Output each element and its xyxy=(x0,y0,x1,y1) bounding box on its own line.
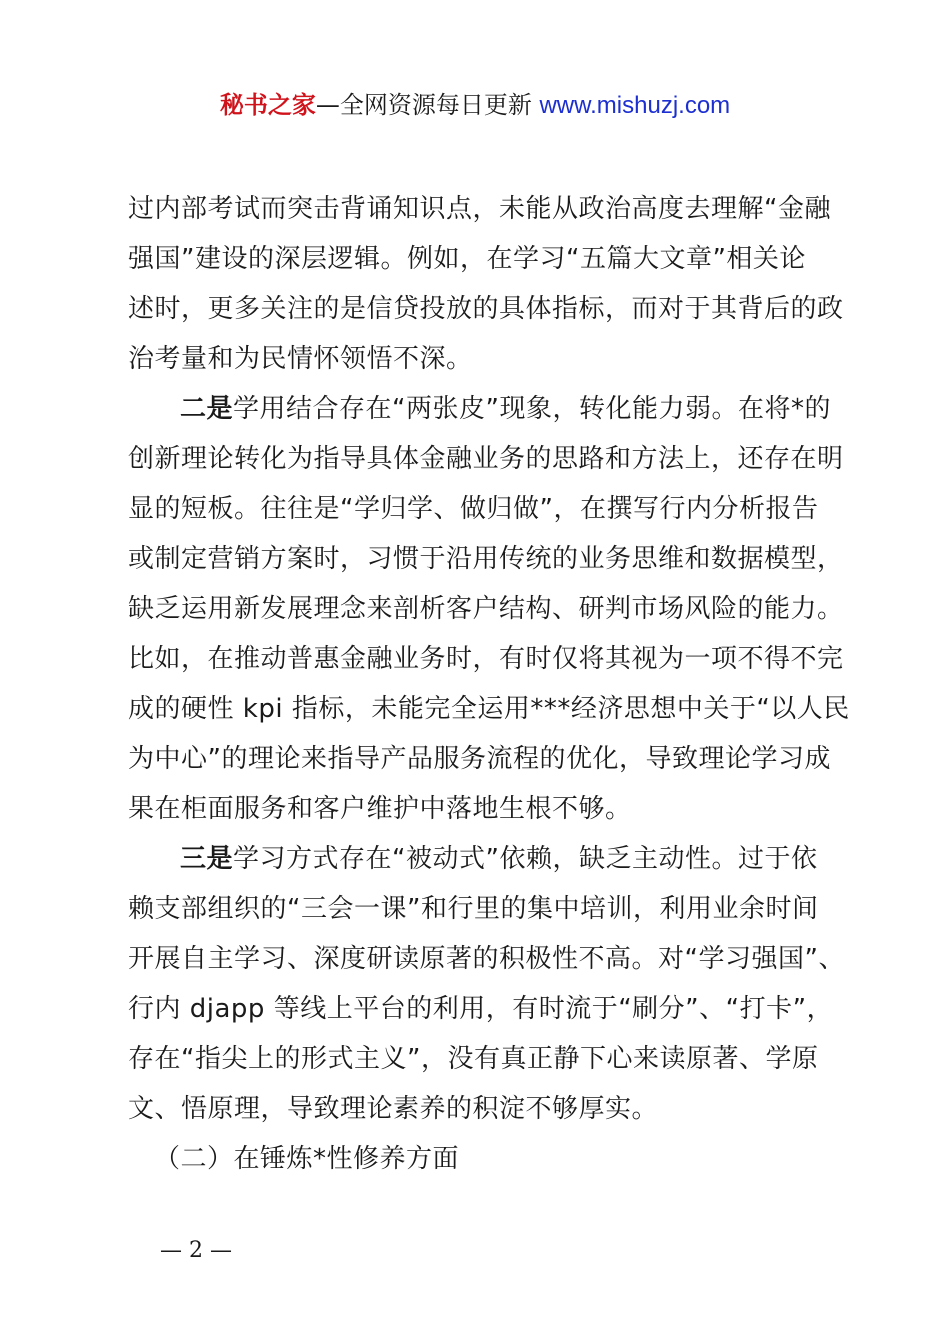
body-line: 述时，更多关注的是信贷投放的具体指标，而对于其背后的政 xyxy=(128,294,844,324)
document-body xyxy=(128,184,850,1184)
body-line-text: 学习方式存在“被动式”依赖，缺乏主动性。过于依 xyxy=(233,844,818,874)
paragraph-lead-two: 二是 xyxy=(180,394,234,424)
body-line: 存在“指尖上的形式主义”，没有真正静下心来读原著、学原 xyxy=(128,1044,819,1074)
section-heading: （二）在锤炼*性修养方面 xyxy=(154,1144,460,1174)
body-line: 过内部考试而突击背诵知识点，未能从政治高度去理解“金融 xyxy=(128,194,831,224)
paragraph-two-first-line xyxy=(128,384,838,434)
header-tagline: —全网资源每日更新 xyxy=(315,91,540,119)
body-line: 比如，在推动普惠金融业务时，有时仅将其视为一项不得不完 xyxy=(128,644,844,674)
body-line: 或制定营销方案时，习惯于沿用传统的业务思维和数据模型， xyxy=(128,544,844,574)
body-line: 强国”建设的深层逻辑。例如，在学习“五篇大文章”相关论 xyxy=(128,244,806,274)
body-line: 赖支部组织的“三会一课”和行里的集中培训，利用业余时间 xyxy=(128,894,819,924)
paragraph-three-first-line xyxy=(128,834,838,884)
brand-name: 秘书之家 xyxy=(219,91,316,119)
body-line: 文、悟原理，导致理论素养的积淀不够厚实。 xyxy=(128,1094,659,1124)
body-line: 行内 djapp 等线上平台的利用，有时流于“刷分”、“打卡”， xyxy=(128,994,834,1024)
paragraph-lead-three: 三是 xyxy=(180,844,234,874)
body-line: 缺乏运用新发展理念来剖析客户结构、研判市场风险的能力。 xyxy=(128,594,844,624)
body-line: 果在柜面服务和客户维护中落地生根不够。 xyxy=(128,794,632,824)
body-line: 成的硬性 kpi 指标，未能完全运用***经济思想中关于“以人民 xyxy=(128,694,850,724)
body-line: 显的短板。往往是“学归学、做归做”，在撰写行内分析报告 xyxy=(128,494,819,524)
site-url-link[interactable]: www.mishuzj.com xyxy=(539,92,731,119)
body-line: 开展自主学习、深度研读原著的积极性不高。对“学习强国”、 xyxy=(128,944,845,974)
page-number: — 2 — xyxy=(160,1238,232,1263)
site-header xyxy=(0,88,950,123)
body-line-text: 学用结合存在“两张皮”现象，转化能力弱。在将*的 xyxy=(233,394,831,424)
body-line: 为中心”的理论来指导产品服务流程的优化，导致理论学习成 xyxy=(128,744,831,774)
body-line: 创新理论转化为指导具体金融业务的思路和方法上，还存在明 xyxy=(128,444,844,474)
body-line: 治考量和为民情怀领悟不深。 xyxy=(128,344,473,374)
